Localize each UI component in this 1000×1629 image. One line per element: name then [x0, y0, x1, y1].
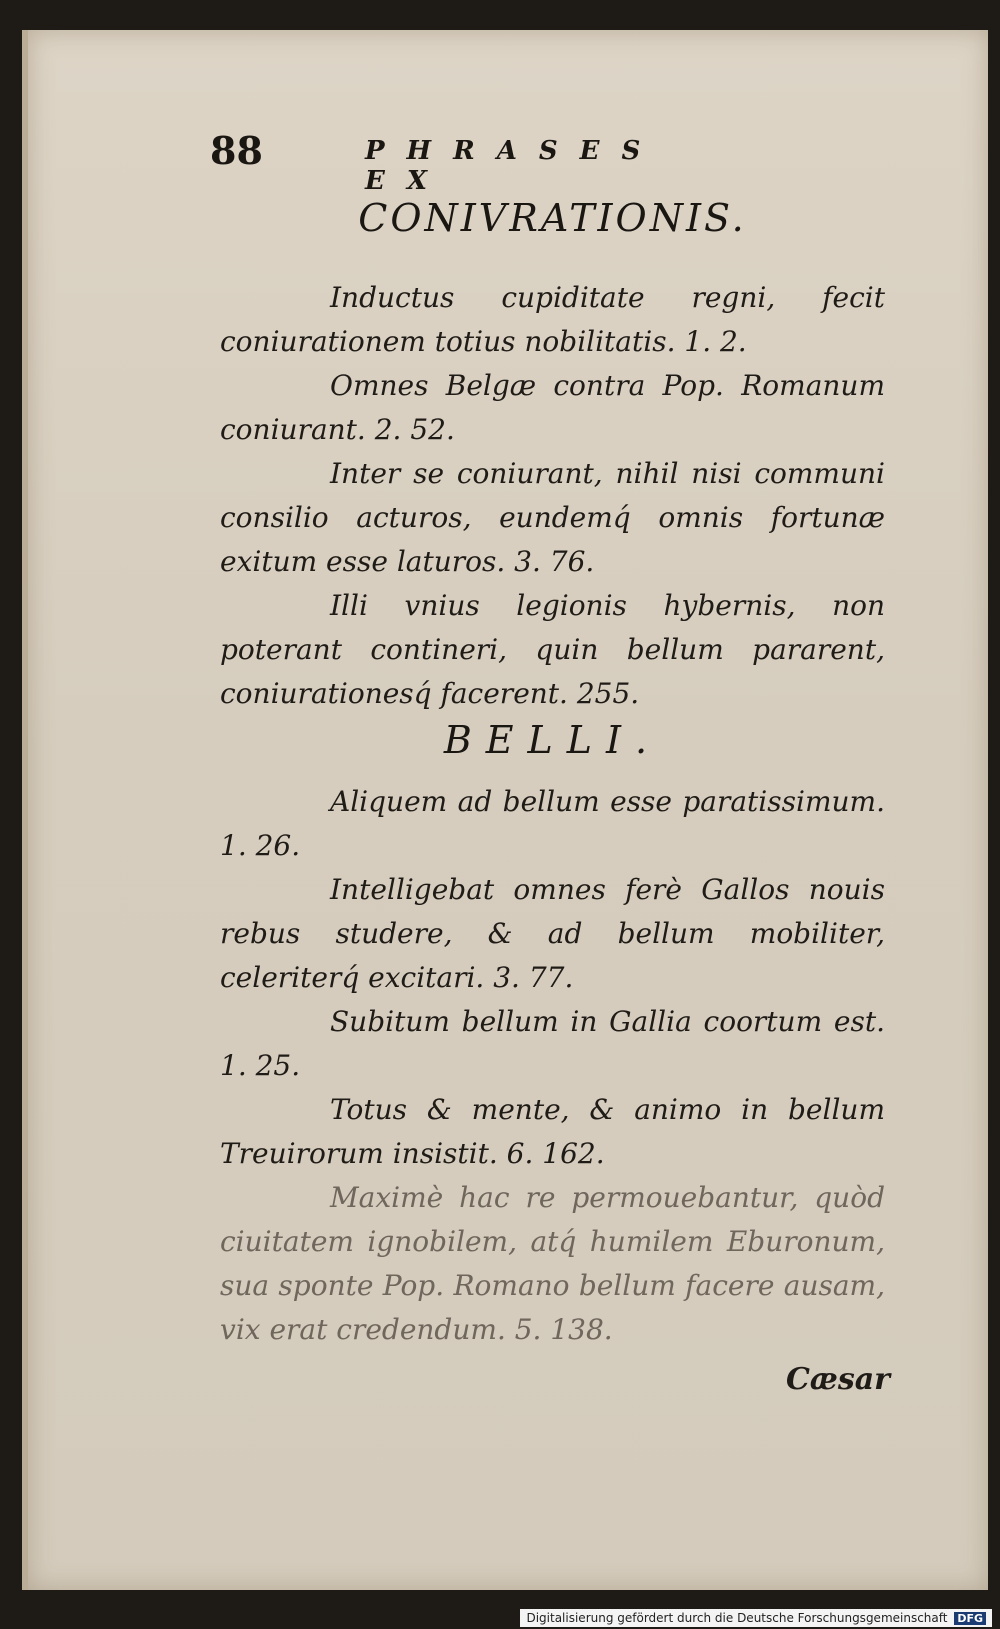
catchword: Cæsar: [786, 1362, 890, 1397]
page-header: [210, 128, 770, 196]
running-head: PHRASES EX: [365, 136, 663, 196]
entry: Intelligebat omnes ferè Gallos nouis rebus studere, & ad bellum mobiliter, celeriterq́ excitari. 3. 77.: [220, 873, 885, 994]
entry: Totus & mente, & animo in bellum Treuirorum insistit. 6. 162.: [220, 1093, 885, 1170]
entry: Inductus cupiditate regni, fecit coniurationem totius nobilitatis. 1. 2.: [220, 281, 885, 358]
entry: Subitum bellum in Gallia coortum est. 1. 25.: [220, 1005, 885, 1082]
entry: Aliquem ad bellum esse paratissimum. 1. 26.: [220, 785, 885, 862]
section-body-belli: [220, 780, 885, 1352]
section-body-conivrationis: [220, 276, 885, 716]
entry: Illi vnius legionis hybernis, non poterant contineri, quin bellum pararent, coniurationesq́ facerent. 255.: [220, 589, 885, 710]
entry: Inter se coniurant, nihil nisi communi consilio acturos, eundemq́ omnis fortunæ exitum esse laturos. 3. 76.: [220, 457, 885, 578]
digitization-footer: [520, 1609, 992, 1627]
section-heading-belli: BELLI.: [443, 718, 662, 762]
page-number: 88: [210, 128, 263, 173]
entry: Omnes Belgæ contra Pop. Romanum coniurant. 2. 52.: [220, 369, 885, 446]
dfg-logo: DFG: [954, 1612, 986, 1625]
entry: Maximè hac re permouebantur, quòd ciuitatem ignobilem, atq́ humilem Eburonum, sua sponte Pop. Romano bellum facere ausam, vix erat credendum. 5. 138.: [220, 1181, 885, 1346]
footer-text: Digitalisierung gefördert durch die Deutsche Forschungsgemeinschaft: [526, 1611, 948, 1625]
section-heading-conivrationis: CONIVRATIONIS.: [358, 196, 747, 240]
